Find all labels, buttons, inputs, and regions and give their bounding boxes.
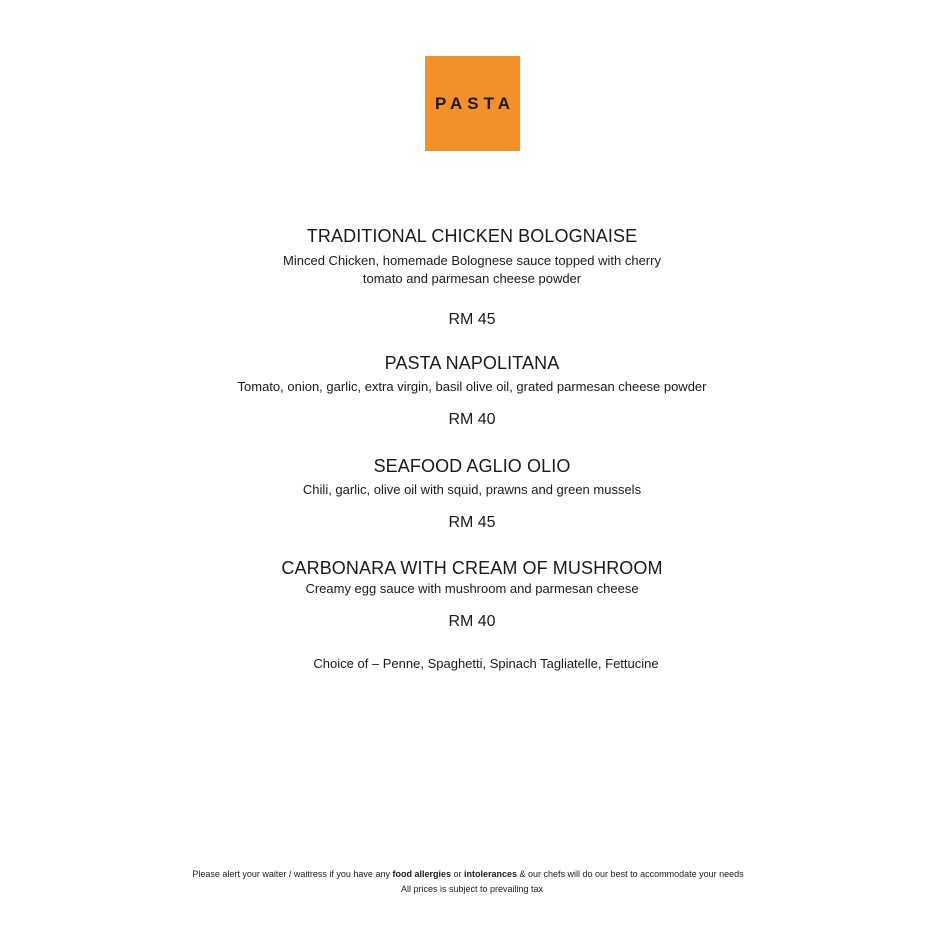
allergy-notice-prefix: Please alert your waiter / waitress if you have any xyxy=(192,869,393,879)
dish-name: TRADITIONAL CHICKEN BOLOGNAISE xyxy=(306,226,638,246)
dish-description: Chili, garlic, olive oil with squid, prawns and green mussels xyxy=(302,482,642,497)
allergy-notice-bold-intolerances: intolerances xyxy=(463,869,518,879)
dish-price: RM 40 xyxy=(448,411,496,428)
dish-price: RM 40 xyxy=(448,613,496,630)
allergy-notice-bold-allergies: food allergies xyxy=(392,869,451,879)
dish-name: PASTA NAPOLITANA xyxy=(384,353,560,373)
allergy-notice-mid: or xyxy=(450,869,464,879)
dish-description: Creamy egg sauce with mushroom and parmesan cheese xyxy=(305,581,639,596)
dish-name: SEAFOOD AGLIO OLIO xyxy=(373,456,571,476)
dish-price: RM 45 xyxy=(448,514,496,531)
dish-description: Tomato, onion, garlic, extra virgin, basil olive oil, grated parmesan cheese powder xyxy=(237,379,707,394)
section-title: PASTA xyxy=(434,93,516,113)
dish-description: tomato and parmesan cheese powder xyxy=(362,271,582,286)
dish-name: CARBONARA WITH CREAM OF MUSHROOM xyxy=(281,558,663,578)
pasta-choice-note: Choice of – Penne, Spaghetti, Spinach Tagliatelle, Fettucine xyxy=(313,656,659,671)
section-badge xyxy=(425,56,520,151)
dish-price: RM 45 xyxy=(448,311,496,328)
tax-notice: All prices is subject to prevailing tax xyxy=(400,884,544,894)
dish-description: Minced Chicken, homemade Bolognese sauce topped with cherry xyxy=(283,253,661,268)
allergy-notice-suffix: & our chefs will do our best to accommodate your needs xyxy=(517,869,744,879)
allergy-notice xyxy=(0,869,940,879)
